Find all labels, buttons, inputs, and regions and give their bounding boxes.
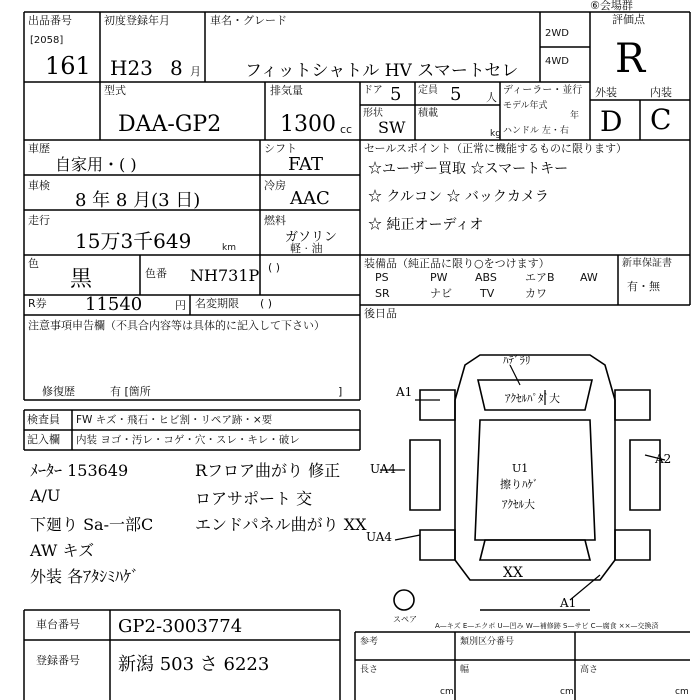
first-reg-year: H23 — [110, 56, 153, 80]
first-reg-label: 初度登録年月 — [104, 14, 170, 27]
int-label: 内装 — [650, 86, 672, 99]
cm-unit-2: cm — [560, 687, 574, 697]
equipment-grid — [375, 272, 615, 302]
lot-label: 出品番号 — [28, 14, 72, 27]
ac-value: AAC — [290, 188, 330, 209]
mark-ua4-lower: UA4 — [366, 530, 393, 544]
ref-label: 参考 — [360, 637, 379, 647]
displacement-value: 1300 — [280, 112, 336, 137]
history-value: 自家用・( ) — [55, 155, 137, 174]
sales-point-1: ☆ユーザー買取 ☆スマートキー — [368, 161, 569, 177]
transfer-label: 名変期限 — [195, 297, 239, 310]
mark-xx: XX — [503, 565, 523, 581]
history-label: 車歴 — [28, 142, 50, 155]
equip-abs: ABS — [475, 271, 497, 284]
mark-bumper: ﾊﾃﾞﾗﾘ — [503, 354, 531, 367]
mark-spare: スペア — [393, 615, 417, 624]
mileage-label: 走行 — [28, 214, 50, 227]
capacity-value: 5 — [450, 84, 462, 105]
mark-u1: U1 — [512, 462, 529, 475]
person-unit: 人 — [486, 91, 497, 104]
model-label: 型式 — [104, 84, 126, 97]
sales-point-2: ☆ クルコン ☆ バックカメラ — [368, 189, 549, 205]
note-left-5: 外装 各ｱﾀｼﾐﾊｹﾞ — [30, 567, 140, 586]
recycle-value: 11540 — [85, 294, 143, 315]
score: R — [615, 36, 646, 82]
handle-label: ハンドル 左・右 — [503, 126, 569, 136]
color-value: 黒 — [70, 267, 93, 292]
cm-unit-3: cm — [675, 687, 689, 697]
year-unit: 年 — [570, 111, 580, 121]
ext-label: 外装 — [595, 86, 617, 99]
note-left-4: AW キズ — [30, 541, 95, 560]
note-right-3: エンドパネル曲がり XX — [195, 515, 367, 534]
car-name-label: 車名・グレード — [210, 14, 287, 27]
repair-close: ] — [338, 385, 343, 398]
sales-point-3: ☆ 純正オーディオ — [368, 217, 484, 233]
yen-unit: 円 — [175, 299, 186, 312]
model-year-label: モデル年式 — [503, 101, 548, 111]
rear-label: 後日品 — [364, 307, 397, 320]
entry-row: 内装 ヨゴ・汚レ・コゲ・穴・スレ・キレ・破レ — [76, 434, 300, 446]
equip-aw: AW — [580, 271, 598, 284]
note-left-2: A/U — [30, 486, 61, 505]
drive-2wd: 2WD — [545, 28, 569, 39]
int-grade: C — [650, 103, 672, 136]
equip-navi: ナビ — [430, 287, 452, 300]
equip-tv: TV — [480, 287, 495, 300]
repair-label: 修復歴 — [42, 385, 75, 398]
model-value: DAA-GP2 — [118, 112, 222, 137]
length-label: 長さ — [360, 665, 379, 675]
month-unit: 月 — [190, 65, 201, 78]
capacity-label: 定員 — [418, 85, 438, 96]
color-label: 色 — [28, 257, 39, 270]
car-name: フィットシャトル HV スマートセレ — [245, 61, 519, 81]
shape-value: SW — [378, 118, 406, 137]
declaration-label: 注意事項申告欄（不具合内容等は具体的に記入して下さい） — [28, 319, 325, 332]
lot-number: 161 — [45, 52, 91, 80]
fuel-paren: ( ) — [268, 261, 281, 274]
color-no-value: NH731P — [190, 266, 260, 285]
cm-unit-1: cm — [440, 687, 454, 697]
venue: ⑥会場群 — [590, 0, 633, 12]
fuel-label: 燃料 — [264, 214, 286, 227]
new-warranty-value: 有・無 — [627, 280, 660, 293]
shift-value: FAT — [288, 154, 323, 175]
inspector-label: 検査員 — [27, 413, 60, 426]
mark-roof: 擦りﾊｹﾞ — [500, 478, 539, 491]
entry-label: 記入欄 — [27, 433, 60, 446]
shift-label: シフト — [264, 142, 297, 155]
mark-a1-front: A1 — [396, 385, 413, 399]
doors-label: ドア — [363, 85, 383, 96]
equipment-label: 装備品（純正品に限り○をつけます） — [364, 257, 550, 270]
note-left-1: ﾒｰﾀｰ 153649 — [30, 461, 129, 480]
first-reg-month: 8 — [170, 56, 183, 80]
ext-grade: D — [600, 105, 623, 138]
mileage-value: 15万3千649 — [75, 229, 192, 253]
chassis-value: GP2-3003774 — [118, 616, 243, 637]
repair-value: 有 [箇所 — [110, 385, 151, 398]
lot-sub: [2058] — [30, 35, 64, 46]
mark-hood: ｱｸｾﾙﾊﾟﾀﾞ大 — [505, 392, 560, 405]
similar-label: 類別区分番号 — [460, 637, 515, 647]
mark-roof-2: ｱｸｾﾙ大 — [502, 498, 535, 511]
fuel-gas: ガソリン — [285, 230, 338, 245]
inspector-row: FW キズ・飛石・ヒビ割・リペア跡・×要 — [76, 414, 273, 426]
dealer-label: ディーラー・並行 — [503, 85, 583, 96]
equip-sr: SR — [375, 287, 390, 300]
inspection-label: 車検 — [28, 179, 50, 192]
height-label: 高さ — [580, 665, 599, 675]
fuel-light: 軽 · 油 — [290, 242, 323, 255]
color-no-label: 色番 — [145, 267, 167, 280]
displacement-label: 排気量 — [270, 84, 303, 97]
drive-4wd: 4WD — [545, 56, 569, 67]
kg-unit: kg — [490, 129, 501, 139]
mark-a1-rear: A1 — [560, 596, 577, 610]
width-label: 幅 — [460, 665, 470, 675]
mark-ua4-upper: UA4 — [370, 462, 397, 476]
damage-legend: A—キズ E—エクボ U—凹み W—補修跡 S—サビ C—腐食 ××—交換済 — [435, 622, 659, 630]
doors-value: 5 — [390, 84, 402, 105]
equip-pw: PW — [430, 271, 448, 284]
equip-ps: PS — [375, 271, 389, 284]
new-warranty-label: 新車保証書 — [622, 258, 672, 269]
note-right-2: ロアサポート 交 — [195, 489, 313, 508]
load-label: 積載 — [418, 108, 438, 119]
shape-label: 形状 — [363, 108, 383, 119]
chassis-label: 車台番号 — [36, 618, 80, 631]
equip-airbag: エアB — [525, 271, 555, 284]
equip-kawa: カワ — [525, 287, 547, 300]
reg-value: 新潟 503 さ 6223 — [118, 654, 270, 675]
cc-unit: cc — [340, 123, 353, 136]
note-right-1: Rフロア曲がり 修正 — [195, 461, 341, 480]
inspection-value: 8 年 8 月(3 日) — [75, 190, 201, 211]
recycle-label: R券 — [28, 297, 47, 310]
sales-points-label: セールスポイント（正常に機能するものに限ります） — [364, 142, 628, 155]
transfer-value: ( ) — [260, 297, 273, 310]
reg-label: 登録番号 — [36, 654, 80, 667]
km-unit: km — [222, 243, 236, 253]
mark-a2: A2 — [655, 452, 672, 466]
ac-label: 冷房 — [264, 179, 286, 192]
score-label: 評価点 — [612, 13, 645, 26]
note-left-3: 下廻り Sa-一部C — [30, 515, 154, 534]
